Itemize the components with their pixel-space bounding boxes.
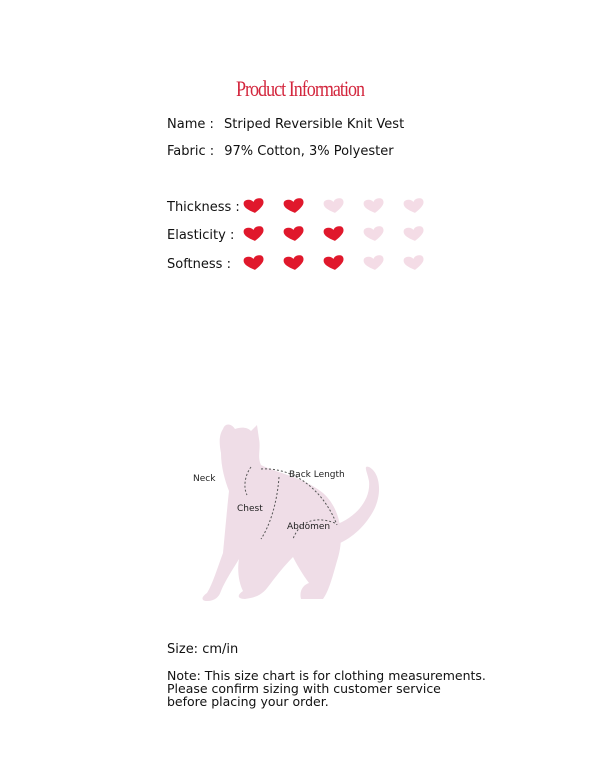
fabric-value: 97% Cotton, 3% Polyester <box>224 144 394 159</box>
rating-label: Softness : <box>167 257 231 272</box>
product-name-row <box>167 117 404 132</box>
heart-empty-icon <box>363 255 385 271</box>
heart-empty-icon <box>403 226 425 242</box>
chest-label: Chest <box>237 504 263 514</box>
heart-filled-icon <box>243 198 265 214</box>
fabric-row <box>167 144 394 159</box>
heart-filled-icon <box>283 226 305 242</box>
heart-empty-icon <box>403 198 425 214</box>
heart-filled-icon <box>243 255 265 271</box>
heart-rating <box>243 255 433 275</box>
heart-filled-icon <box>323 255 345 271</box>
heart-filled-icon <box>243 226 265 242</box>
neck-label: Neck <box>193 474 216 484</box>
name-label: Name : <box>167 117 214 132</box>
cat-silhouette <box>203 425 380 602</box>
fabric-label: Fabric : <box>167 144 215 159</box>
heart-empty-icon <box>363 198 385 214</box>
heart-empty-icon <box>323 198 345 214</box>
sizing-note <box>167 669 487 708</box>
heart-rating <box>243 226 433 246</box>
note-line: Please confirm sizing with customer service <box>167 681 441 696</box>
page-title: Product Information <box>235 76 365 101</box>
name-value: Striped Reversible Knit Vest <box>224 117 405 132</box>
note-line: before placing your order. <box>167 694 329 709</box>
note-line: Note: This size chart is for clothing measurements. <box>167 668 486 683</box>
cat-measurement-diagram <box>185 415 405 605</box>
rating-label: Elasticity : <box>167 228 235 243</box>
heart-filled-icon <box>283 198 305 214</box>
heart-filled-icon <box>283 255 305 271</box>
heart-rating <box>243 198 433 218</box>
back-length-label: Back Length <box>289 470 345 480</box>
heart-filled-icon <box>323 226 345 242</box>
abdomen-label: Abdomen <box>287 522 331 532</box>
heart-empty-icon <box>403 255 425 271</box>
heart-empty-icon <box>363 226 385 242</box>
rating-label: Thickness : <box>167 200 240 215</box>
size-unit-note: Size: cm/in <box>167 642 239 657</box>
